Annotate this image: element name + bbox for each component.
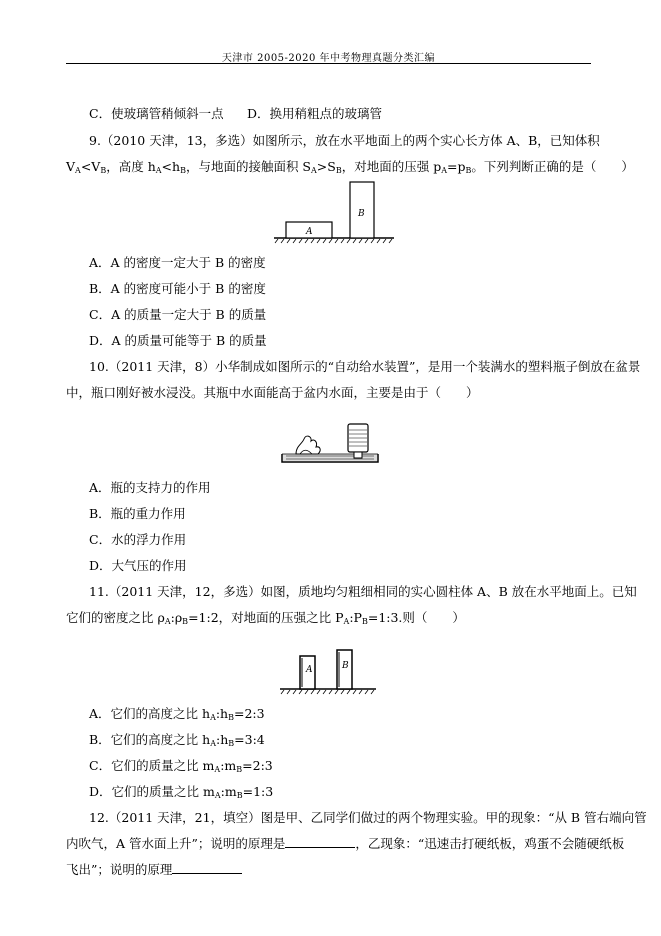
q10-option-c: C．水的浮力作用	[89, 532, 187, 547]
q12-stem-line3: 飞出”；说明的原理	[66, 862, 242, 878]
q9-option-b: B．A 的密度可能小于 B 的密度	[89, 281, 266, 296]
q11-option-b: B．它们的高度之比 $h_A:h_B=3:4$	[89, 732, 265, 748]
q9-option-d: D．A 的质量可能等于 B 的质量	[89, 333, 267, 348]
q10-option-d: D．大气压的作用	[89, 558, 187, 573]
q11-option-d: D．它们的质量之比 $m_A:m_B=1:3$	[89, 784, 274, 800]
cylinder-b-label: B	[342, 661, 349, 671]
q10-stem-line2: 中，瓶口刚好被水浸没。其瓶中水面能高于盆内水面，主要是由于（ ）	[66, 385, 479, 400]
q10-stem-line1: 10.（2011 天津，8）小华制成如图所示的“自动给水装置”，是用一个装满水的塑料瓶子倒放在盆景	[89, 359, 641, 374]
q9-stem-line1: 9.（2010 天津，13，多选）如图所示，放在水平地面上的两个实心长方体 A、B，已知体积	[89, 133, 600, 148]
answer-blank-1[interactable]	[285, 837, 355, 848]
q12-stem-line2: 内吹气，A 管水面上升”；说明的原理是 ，乙现象：“迅速击打硬纸板，鸡蛋不会随硬纸板	[66, 836, 625, 851]
q10-figure-water-device	[278, 414, 383, 466]
header-divider	[66, 63, 591, 64]
q11-stem-line1: 11.（2011 天津，12，多选）如图，质地均匀粗细相同的实心圆柱体 A、B 放在水平地面上。已知	[89, 584, 637, 599]
cylinder-a-label: A	[306, 665, 313, 675]
answer-blank-2[interactable]	[172, 863, 242, 874]
q10-option-b: B．瓶的重力作用	[89, 506, 186, 521]
q9-option-a: A．A 的密度一定大于 B 的密度	[89, 255, 266, 270]
block-b-label: B	[358, 209, 365, 219]
q9-stem-line2: $V_A<V_B$，高度 $h_A<h_B$，与地面的接触面积 $S_A>S_B$，对地面的压强 $p_A=p_B$。下列判断正确的是（ ）	[66, 159, 634, 175]
block-a-label: A	[306, 227, 313, 237]
q11-figure-cylinders	[278, 646, 378, 696]
q11-option-a: A．它们的高度之比 $h_A:h_B=2:3$	[89, 706, 265, 722]
q9-option-c: C．A 的质量一定大于 B 的质量	[89, 307, 267, 322]
q10-option-a: A．瓶的支持力的作用	[89, 480, 211, 495]
q9-figure-blocks	[270, 178, 400, 244]
option-8d: D．换用稍粗点的玻璃管	[247, 106, 383, 121]
q11-stem-line2: 它们的密度之比 $\rho_A:\rho_B=1:2$，对地面的压强之比 $P_A:P_B=1:3$.则（ ）	[66, 610, 465, 626]
option-8c: C．使玻璃管稍倾斜一点	[89, 106, 224, 121]
q12-stem-line1: 12.（2011 天津，21，填空）图是甲、乙同学们做过的两个物理实验。甲的现象：“从 B 管右端向管	[89, 810, 647, 825]
page-header: 天津市 2005-2020 年中考物理真题分类汇编	[221, 53, 436, 64]
q11-option-c: C．它们的质量之比 $m_A:m_B=2:3$	[89, 758, 273, 774]
